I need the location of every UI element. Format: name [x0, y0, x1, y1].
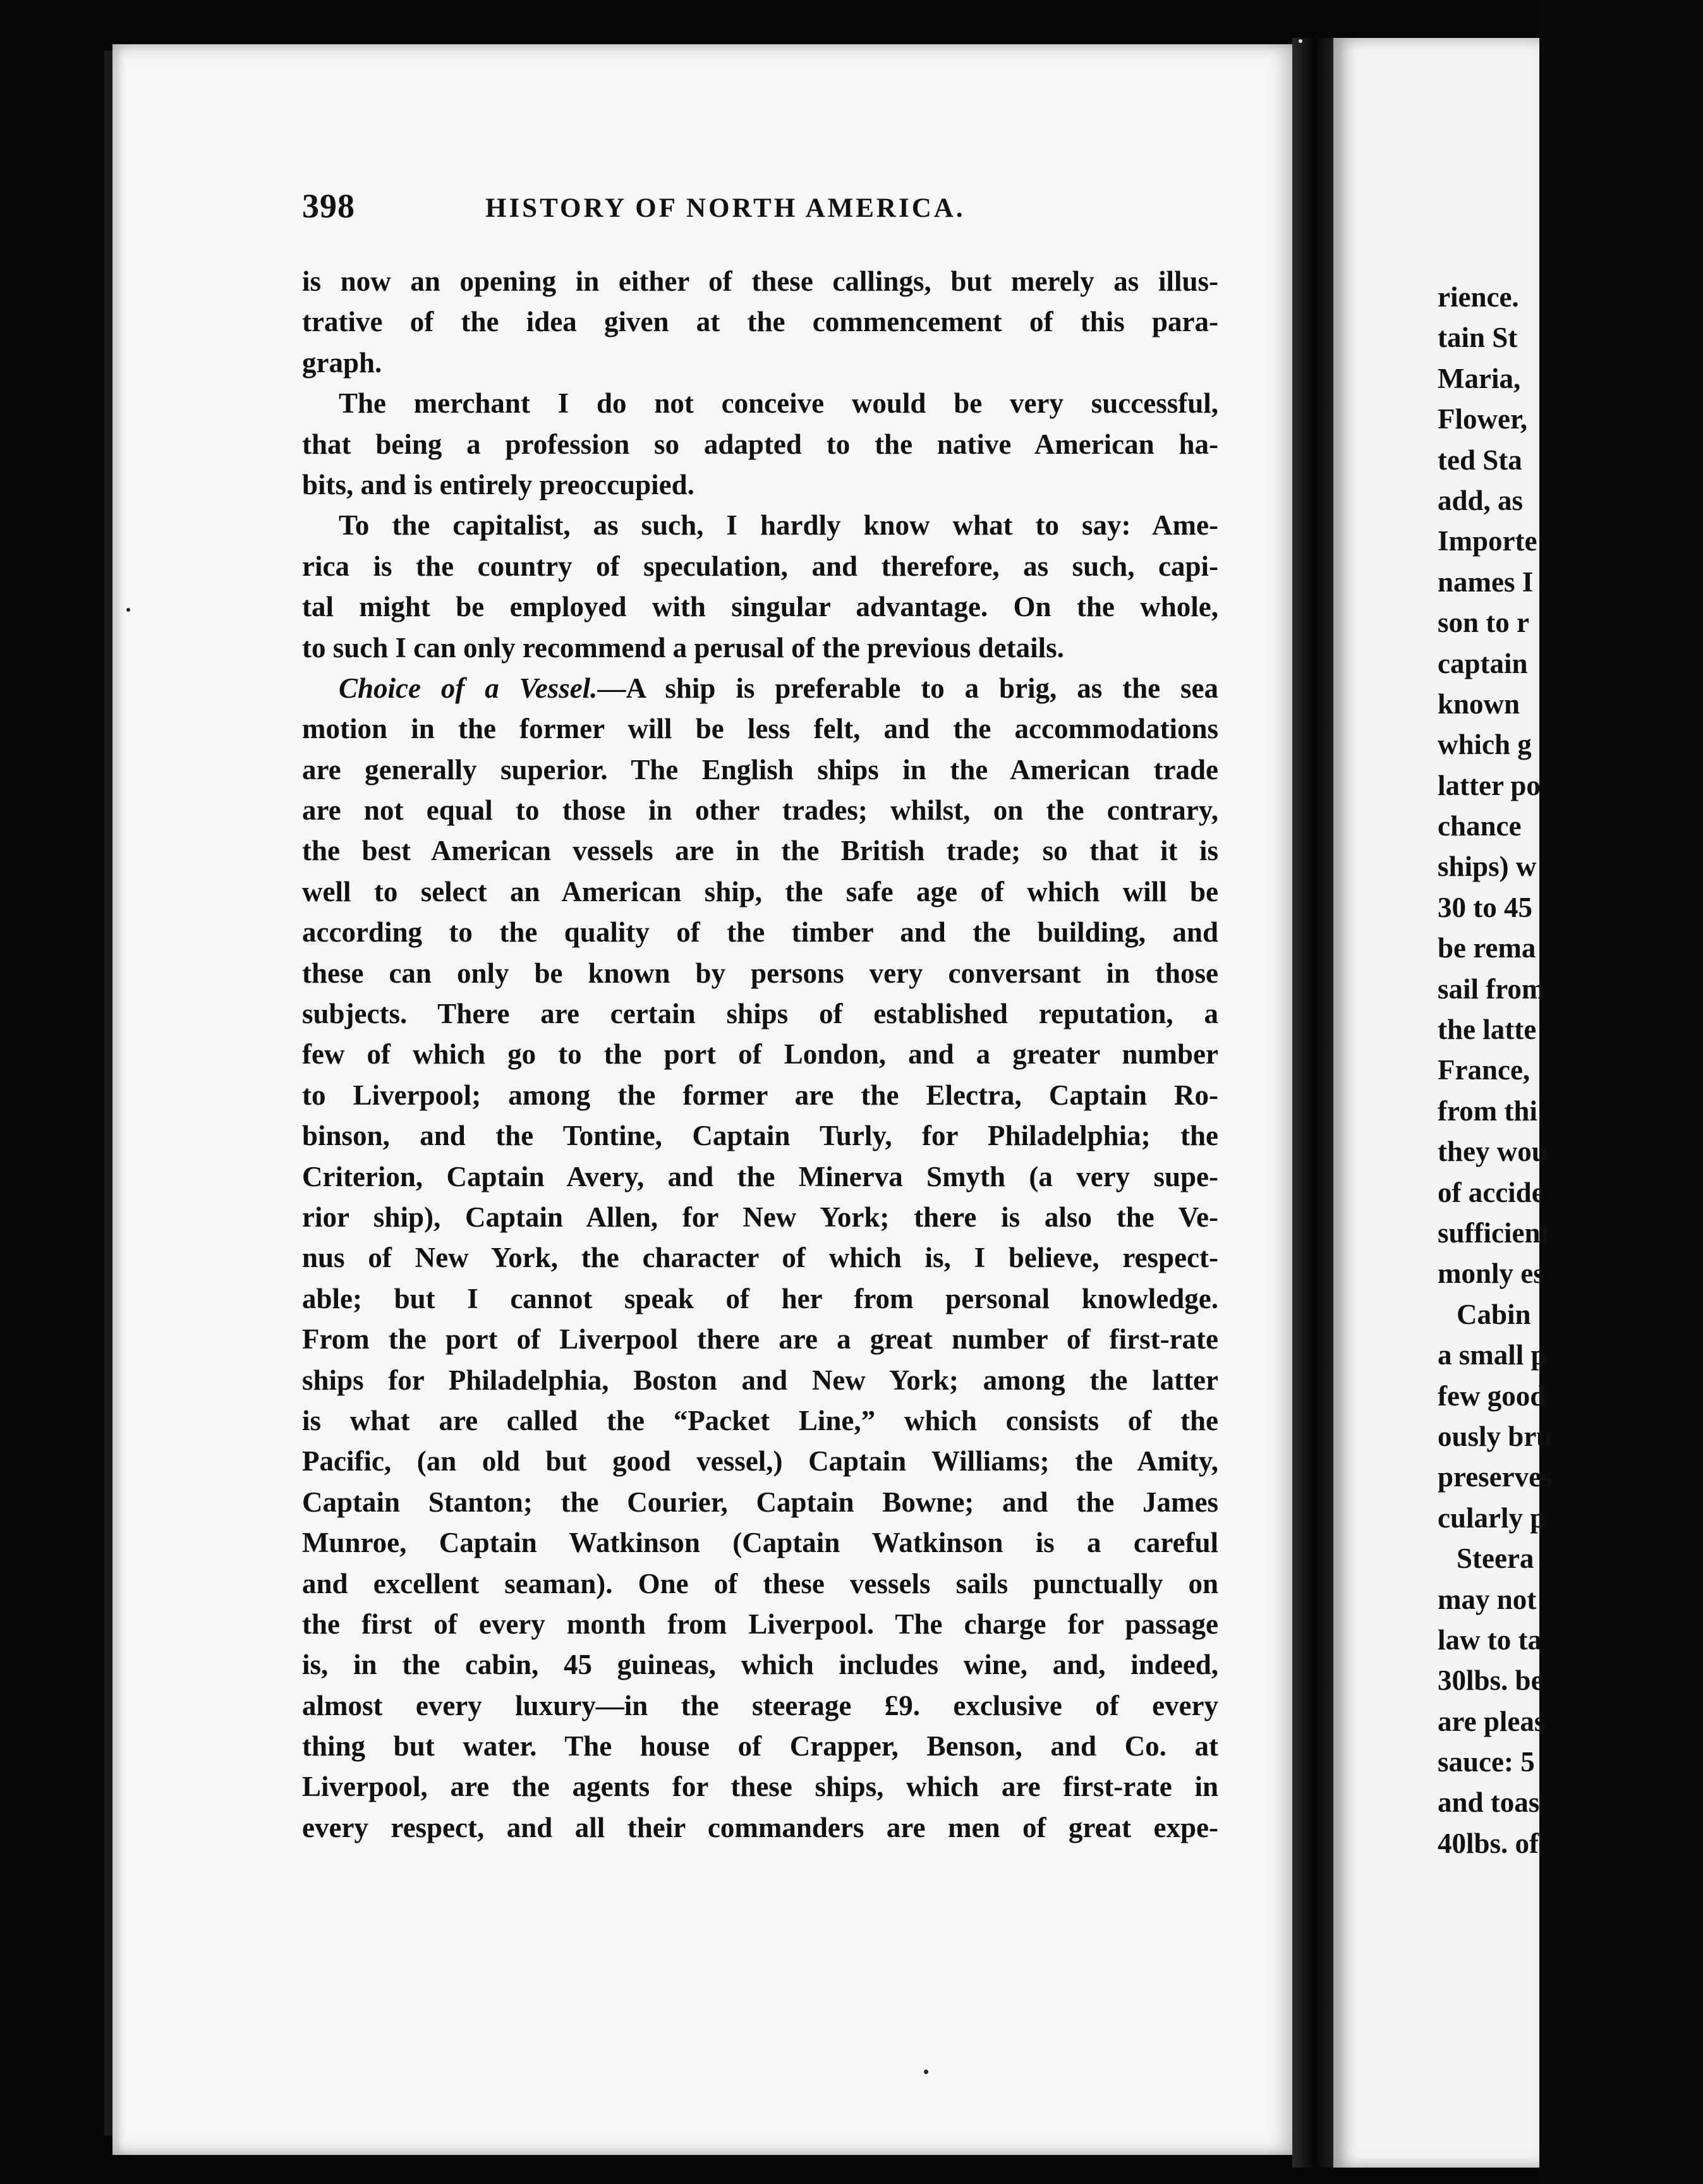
fragment-line — [1438, 928, 1703, 968]
line-text: preserves — [1438, 1461, 1553, 1493]
line-text: according to the quality of the timber and the building, and — [302, 916, 1218, 949]
fragment-line — [1438, 684, 1703, 724]
running-head: HISTORY OF NORTH AMERICA. — [485, 193, 966, 223]
line-text: of accide — [1438, 1176, 1544, 1208]
line-text: they wou — [1438, 1136, 1548, 1168]
line-text: are generally superior. The English ships in the American trade — [302, 753, 1218, 786]
fragment-line — [1438, 1172, 1703, 1213]
text-line — [302, 1522, 1218, 1563]
fragment-line — [1438, 1457, 1703, 1497]
text-line — [302, 1644, 1218, 1685]
line-text: is now an opening in either of these callings, but merely as illus- — [302, 265, 1218, 297]
fragment-line — [1438, 1620, 1703, 1660]
line-text: chance — [1438, 810, 1522, 842]
line-text: Criterion, Captain Avery, and the Minerva Smyth (a very supe- — [302, 1160, 1218, 1192]
fragment-line — [1438, 887, 1703, 928]
line-text: tal might be employed with singular advantage. On the whole, — [302, 591, 1218, 623]
fragment-line — [1438, 1416, 1703, 1457]
fragment-line — [1438, 1131, 1703, 1172]
line-text: Cabin — [1457, 1298, 1531, 1330]
line-text: rior ship), Captain Allen, for New York; there is also the Ve- — [302, 1201, 1218, 1233]
line-text: from thi — [1438, 1095, 1537, 1127]
line-text: 40lbs. of — [1438, 1827, 1539, 1859]
fragment-line — [1438, 562, 1703, 602]
text-line — [302, 1807, 1218, 1848]
line-text: few good — [1438, 1380, 1546, 1412]
text-line — [302, 953, 1218, 993]
fragment-line — [1438, 765, 1703, 806]
fragment-line — [1438, 1579, 1703, 1620]
line-text: monly es — [1438, 1258, 1544, 1290]
fragment-line — [1438, 521, 1703, 561]
fragment-line — [1438, 440, 1703, 480]
line-text: are pleas — [1438, 1705, 1546, 1737]
line-text: motion in the former will be less felt, and the accommodations — [302, 713, 1218, 745]
line-text: to Liverpool; among the former are the Electra, Captain Ro- — [302, 1079, 1218, 1111]
line-text: The merchant I do not conceive would be very successful, — [339, 387, 1218, 420]
text-line — [302, 1360, 1218, 1400]
line-text: Liverpool, are the agents for these ships, which are first-rate in — [302, 1771, 1218, 1803]
fragment-line — [1438, 358, 1703, 399]
line-text: From the port of Liverpool there are a great number of first-rate — [302, 1323, 1218, 1356]
line-text: —A ship is preferable to a brig, as the sea — [597, 672, 1218, 704]
text-line — [302, 1115, 1218, 1156]
fragment-line — [1438, 1213, 1703, 1253]
line-text: the latte — [1438, 1014, 1537, 1046]
line-text: Importe — [1438, 525, 1537, 557]
scan-speck — [924, 2070, 928, 2074]
line-text: is, in the cabin, 45 guineas, which includes wine, and, indeed, — [302, 1649, 1218, 1681]
fragment-line — [1438, 1009, 1703, 1050]
line-text: able; but I cannot speak of her from personal knowledge. — [302, 1282, 1218, 1314]
line-text: 30 to 45 — [1438, 891, 1532, 923]
fragment-line — [1438, 643, 1703, 684]
fragment-line — [1438, 1091, 1703, 1131]
line-text: rica is the country of speculation, and therefore, as such, capi- — [302, 550, 1218, 582]
text-line — [302, 343, 1218, 383]
line-text: ously bru — [1438, 1420, 1553, 1452]
line-text: captain — [1438, 647, 1528, 679]
line-text: to such I can only recommend a perusal of the previous details. — [302, 631, 1064, 664]
line-text: the best American vessels are in the British trade; so that it is — [302, 835, 1218, 867]
line-text: may not — [1438, 1583, 1537, 1615]
line-text: known — [1438, 688, 1520, 720]
text-line — [302, 586, 1218, 627]
fragment-line — [1438, 806, 1703, 846]
fragment-line — [1438, 1335, 1703, 1375]
line-text: France, — [1438, 1054, 1530, 1086]
text-line — [302, 546, 1218, 586]
line-text: Flower, — [1438, 403, 1528, 435]
line-text: graph. — [302, 346, 382, 379]
line-text: sauce: 5 — [1438, 1746, 1535, 1778]
fragment-line — [1438, 1498, 1703, 1538]
line-text: ships for Philadelphia, Boston and New York; among the latter — [302, 1364, 1218, 1396]
scan-speck — [126, 608, 130, 612]
line-text: latter po — [1438, 769, 1541, 801]
text-line — [302, 383, 1218, 423]
text-line — [302, 1319, 1218, 1359]
text-line — [302, 1726, 1218, 1766]
scan-speck — [1299, 39, 1302, 43]
line-text: Pacific, (an old but good vessel,) Captain Williams; the Amity, — [302, 1445, 1218, 1477]
fragment-line — [1438, 1050, 1703, 1090]
line-text: binson, and the Tontine, Captain Turly, for Philadelphia; the — [302, 1120, 1218, 1152]
line-text: Captain Stanton; the Courier, Captain Bowne; and the James — [302, 1486, 1218, 1518]
line-text: cularly p — [1438, 1502, 1546, 1534]
book-edge-left — [104, 51, 113, 2136]
line-text: Munroe, Captain Watkinson (Captain Watkinson is a careful — [302, 1527, 1218, 1559]
line-text: ted Sta — [1438, 444, 1522, 476]
text-line — [302, 464, 1218, 505]
text-line — [302, 1685, 1218, 1726]
line-text: are not equal to those in other trades; whilst, on the contrary, — [302, 794, 1218, 827]
text-line — [302, 1278, 1218, 1319]
fragment-line — [1438, 399, 1703, 439]
text-line — [302, 424, 1218, 464]
line-text: ships) w — [1438, 851, 1537, 883]
fragment-line — [1438, 1782, 1703, 1823]
line-text: son to r — [1438, 607, 1529, 639]
line-text: be rema — [1438, 932, 1536, 964]
fragment-line — [1438, 1660, 1703, 1701]
text-line — [302, 301, 1218, 342]
text-line — [302, 1034, 1218, 1074]
text-line — [302, 1441, 1218, 1481]
fragment-line — [1438, 1253, 1703, 1294]
fragment-line — [1438, 1742, 1703, 1782]
text-line — [302, 261, 1218, 301]
fragment-line — [1438, 317, 1703, 358]
left-page-body — [302, 261, 1218, 1848]
line-text: tain St — [1438, 322, 1518, 354]
line-text: and excellent seaman). One of these vessels sails punctually on — [302, 1567, 1218, 1599]
text-line — [302, 912, 1218, 952]
line-text: Maria, — [1438, 362, 1521, 394]
line-text: trative of the idea given at the commencement of this para- — [302, 306, 1218, 338]
section-heading: Choice of a Vessel. — [339, 672, 598, 704]
line-text: sail from — [1438, 973, 1546, 1005]
line-text: To the capitalist, as such, I hardly know what to say: Ame- — [339, 509, 1218, 542]
line-text: names I — [1438, 566, 1534, 598]
line-text: subjects. There are certain ships of established reputation, a — [302, 998, 1218, 1030]
text-line — [302, 993, 1218, 1034]
fragment-line — [1438, 1294, 1703, 1335]
text-line — [302, 871, 1218, 912]
fragment-line — [1438, 1701, 1703, 1742]
line-text: Steera — [1457, 1543, 1534, 1575]
fragment-line — [1438, 1376, 1703, 1416]
line-text: law to ta — [1438, 1623, 1542, 1656]
line-text: and toas — [1438, 1787, 1540, 1819]
line-text: the first of every month from Liverpool. The charge for passage — [302, 1608, 1218, 1640]
line-text: which g — [1438, 729, 1532, 761]
text-line — [302, 1400, 1218, 1441]
text-line — [302, 505, 1218, 545]
text-line — [302, 1766, 1218, 1807]
line-text: every respect, and all their commanders are men of great expe- — [302, 1811, 1218, 1843]
line-text: rience. — [1438, 281, 1519, 313]
text-line — [302, 749, 1218, 790]
line-text: 30lbs. be — [1438, 1665, 1544, 1697]
line-text: few of which go to the port of London, and a greater number — [302, 1038, 1218, 1071]
text-line — [302, 1197, 1218, 1237]
text-line — [302, 1237, 1218, 1278]
fragment-line — [1438, 602, 1703, 643]
line-text: that being a profession so adapted to the native American ha- — [302, 428, 1218, 460]
line-text: these can only be known by persons very conversant in those — [302, 957, 1218, 989]
text-line — [302, 1075, 1218, 1115]
book-gutter — [1292, 38, 1336, 2168]
fragment-line — [1438, 277, 1703, 317]
page-number: 398 — [302, 187, 355, 225]
fragment-line — [1438, 846, 1703, 887]
text-line — [302, 1156, 1218, 1197]
line-text: add, as — [1438, 484, 1524, 516]
line-text: bits, and is entirely preoccupied. — [302, 468, 694, 500]
fragment-line — [1438, 480, 1703, 521]
text-line — [302, 790, 1218, 830]
line-text: almost every luxury—in the steerage £9. exclusive of every — [302, 1689, 1218, 1721]
text-line — [302, 1604, 1218, 1644]
fragment-line — [1438, 969, 1703, 1009]
line-text: a small p — [1438, 1339, 1547, 1371]
text-line — [302, 1563, 1218, 1604]
page-header — [302, 186, 1218, 237]
right-page-fragment — [1438, 277, 1703, 1864]
line-text: nus of New York, the character of which is, I believe, respect- — [302, 1242, 1218, 1274]
fragment-line — [1438, 724, 1703, 765]
line-text: is what are called the “Packet Line,” which consists of the — [302, 1404, 1218, 1436]
fragment-line — [1438, 1823, 1703, 1864]
text-line — [302, 830, 1218, 871]
text-line — [302, 628, 1218, 668]
line-text: thing but water. The house of Crapper, Benson, and Co. at — [302, 1730, 1218, 1762]
line-text: well to select an American ship, the safe age of which will be — [302, 875, 1218, 907]
text-line — [302, 1482, 1218, 1522]
fragment-line — [1438, 1538, 1703, 1579]
text-line — [302, 668, 1218, 708]
line-text: sufficient — [1438, 1216, 1550, 1249]
text-line — [302, 708, 1218, 749]
